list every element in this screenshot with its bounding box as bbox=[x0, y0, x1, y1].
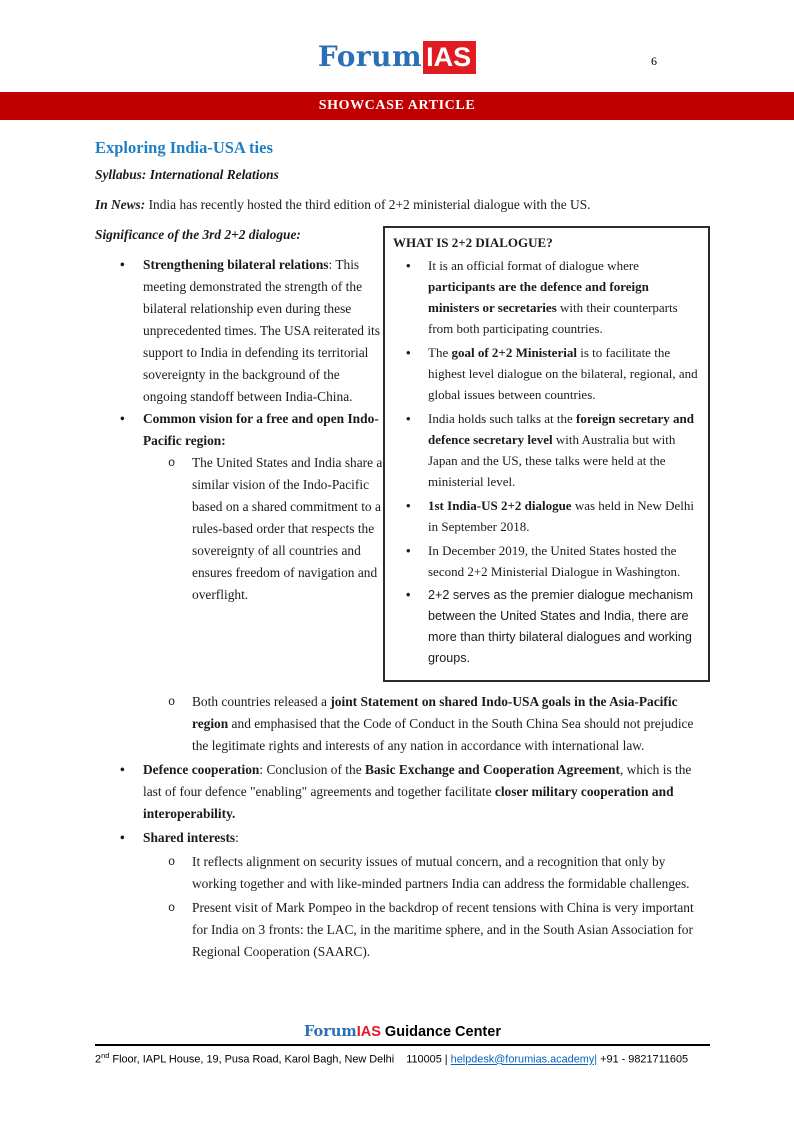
left-column bbox=[95, 224, 383, 606]
sub-bullet-indo-pacific-vision bbox=[95, 452, 383, 606]
bullet-dot-icon: • bbox=[406, 345, 411, 360]
info-box-bullet: • It is an official format of dialogue where participants are the defence and foreign ministers or secretaries with their counterparts from both participating countries. bbox=[393, 255, 698, 339]
bullet-dot-icon: • bbox=[406, 411, 411, 426]
two-column-section bbox=[95, 224, 710, 682]
sub-bullet-security-alignment: o It reflects alignment on security issues of mutual concern, and a recognition that only by working together and with like-minded partners India can address the formidable challenges. bbox=[95, 851, 710, 895]
sub-bullet-text: The United States and India share a similar vision of the Indo-Pacific based on a shared commitment to a rules-based order that respects the sovereignty of all countries and ensures freedom of navigation and overflight. bbox=[192, 455, 383, 602]
info-box-title: WHAT IS 2+2 DIALOGUE? bbox=[393, 235, 553, 250]
forumias-logo bbox=[0, 40, 794, 79]
page-header bbox=[0, 0, 794, 92]
bullet-body-text: : This meeting demonstrated the strength of the bilateral relationship even during these unprecedented times. The USA reiterated its support to India in defending its territorial sovereignty in the background of the ongoing standoff between India-China. bbox=[143, 257, 380, 404]
logo-forum-text: Forum bbox=[317, 40, 423, 73]
bullet-dot-icon: • bbox=[120, 411, 125, 426]
syllabus-line bbox=[95, 164, 710, 186]
article-title: Exploring India-USA ties bbox=[95, 138, 273, 157]
bullet-dot-icon: • bbox=[120, 257, 125, 272]
showcase-banner bbox=[0, 92, 794, 120]
bullet-circle-icon: o bbox=[168, 695, 176, 709]
info-box-bullet: • 2+2 serves as the premier dialogue mechanism between the United States and India, there are more than thirty bilateral dialogues and working groups. bbox=[393, 585, 698, 669]
full-width-section bbox=[95, 691, 710, 963]
info-box-bullet: • 1st India-US 2+2 dialogue was held in New Delhi in September 2018. bbox=[393, 495, 698, 537]
info-box-bullet: • India holds such talks at the foreign secretary and defence secretary level with Australia but with Japan and the US, these talks were held at the ministerial level. bbox=[393, 408, 698, 492]
in-news-line bbox=[95, 194, 710, 216]
syllabus-label: Syllabus: bbox=[95, 167, 147, 182]
bullet-circle-icon: o bbox=[168, 456, 176, 470]
in-news-text: India has recently hosted the third edition of 2+2 ministerial dialogue with the US. bbox=[145, 197, 591, 212]
sub-bullet-pompeo-visit: o Present visit of Mark Pompeo in the backdrop of recent tensions with China is very important for India on 3 fronts: the LAC, in the maritime sphere, and in the South Asian Association for Regional Cooperation (SAARC). bbox=[95, 897, 710, 963]
bullet-lead-bold: Strengthening bilateral relations bbox=[143, 257, 329, 272]
sub-bullet-joint-statement: o Both countries released a joint Statement on shared Indo-USA goals in the Asia-Pacific region and emphasised that the Code of Conduct in the South China Sea should not prejudice the legitimate rights and interests of any nation in accordance with international law. bbox=[95, 691, 710, 757]
in-news-label: In News: bbox=[95, 197, 146, 212]
page-footer bbox=[95, 1022, 710, 1068]
syllabus-value: International Relations bbox=[146, 167, 279, 182]
bullet-defence-cooperation: • Defence cooperation: Conclusion of the Basic Exchange and Cooperation Agreement, which is the last of four defence "enabling" agreements and together facilitate closer military cooperation and interoperability. bbox=[95, 759, 710, 825]
bullet-lead-bold: Common vision for a free and open Indo-Pacific region: bbox=[143, 411, 379, 448]
bullet-strengthening-bilateral-relations bbox=[95, 254, 383, 408]
bullet-dot-icon: • bbox=[406, 258, 411, 273]
bullet-dot-icon: • bbox=[120, 762, 125, 777]
bullet-shared-interests: • Shared interests: bbox=[95, 827, 710, 849]
info-box-what-is-2plus2 bbox=[383, 226, 710, 682]
banner-label: SHOWCASE ARTICLE bbox=[318, 98, 476, 113]
email-link[interactable]: helpdesk@forumias.academy| bbox=[450, 1053, 598, 1066]
logo-ias-badge: IAS bbox=[423, 41, 476, 74]
phone-number: +91 - 9821711605 bbox=[597, 1053, 689, 1066]
article-content bbox=[0, 120, 794, 963]
bullet-dot-icon: • bbox=[120, 830, 125, 845]
bullet-dot-icon: • bbox=[406, 588, 411, 602]
bullet-circle-icon: o bbox=[168, 901, 176, 915]
footer-guidance-center: Guidance Center bbox=[380, 1024, 501, 1040]
bullet-common-vision bbox=[95, 408, 383, 452]
info-box-bullet: • In December 2019, the United States hosted the second 2+2 Ministerial Dialogue in Washington. bbox=[393, 540, 698, 582]
bullet-circle-icon: o bbox=[168, 855, 176, 869]
page-number: 6 bbox=[651, 54, 657, 68]
bullet-dot-icon: • bbox=[406, 543, 411, 558]
info-box-bullet: • The goal of 2+2 Ministerial is to facilitate the highest level dialogue on the bilateral, regional, and global issues between countries. bbox=[393, 342, 698, 405]
footer-address: 2nd Floor, IAPL House, 19, Pusa Road, Karol Bagh, New Delhi 110005 | helpdesk@forumias.academy| +91 - 9821711605 bbox=[95, 1051, 689, 1066]
footer-brand bbox=[95, 1022, 710, 1042]
footer-logo-ias: IAS bbox=[356, 1024, 381, 1040]
footer-logo-forum: Forum bbox=[304, 1023, 357, 1040]
significance-heading: Significance of the 3rd 2+2 dialogue: bbox=[95, 227, 301, 242]
footer-divider bbox=[95, 1044, 710, 1046]
bullet-dot-icon: • bbox=[406, 498, 411, 513]
